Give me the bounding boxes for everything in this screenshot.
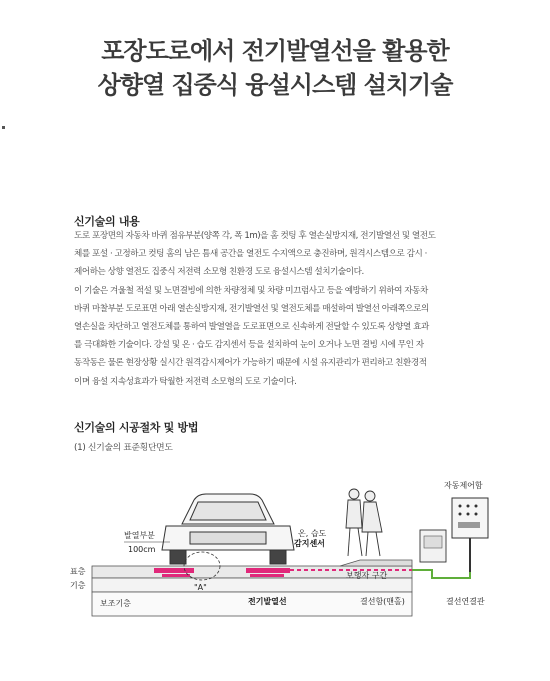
cross-section-figure [70,466,510,636]
label-heat-part: 발열부분 [124,531,155,540]
base-layer [92,578,412,592]
label-base: 기층 [70,581,86,590]
control-box [452,498,488,538]
body-line: 체를 포설 · 고정하고 컷팅 홈의 남은 틈새 공간을 열전도 수지액으로 충진하며, 원격시스템으로 감시 · [74,249,427,260]
title-line-1: 포장도로에서 전기발열선을 활용한 [101,37,449,65]
label-width: 100cm [128,545,156,554]
label-detail-a: "A" [194,583,207,592]
pedestrians-illustration [346,489,382,556]
label-sensor-line1: 온, 습도 [298,529,327,538]
body-line: 열손실을 차단하고 열전도체를 통하여 발열열을 도로표면으로 신속하게 전달할 수 있도록 상향열 효과 [74,322,429,333]
body-line: 이며 융설 지속성효과가 탁월한 저전력 소모형의 도로 기술이다. [74,376,297,387]
label-surface: 표층 [70,567,86,576]
label-manhole: 결선함(맨홀) [360,597,405,606]
manhole-terminal [424,536,442,548]
conduit-line [412,570,470,578]
label-conduit: 결선연결관 [446,597,485,606]
section-heading-content: 신기술의 내용 [74,215,140,228]
body-line: 도로 포장면의 자동차 바퀴 점유부분(양쪽 각, 폭 1m)을 홈 컷팅 후 열손실방지재, 전기발열선 및 열전도 [74,231,436,241]
label-walkway: 보행자 구간 [346,571,388,580]
body-line: 제어하는 상향 열전도 집중식 저전력 소모형 친환경 도로 융설시스템 설치기술이다. [74,267,364,278]
body-line: 동작동은 물론 현장상황 실시간 원격감시제어가 가능하기 때문에 시설 유지관리가 편리하고 친환경적 [74,358,427,369]
label-sub-base: 보조기층 [100,599,131,608]
section-heading-method: 신기술의 시공절차 및 방법 [74,421,199,434]
label-sensor-line2: 감지센서 [294,539,325,548]
margin-mark [2,126,5,129]
body-line: 바퀴 마찰부분 도로표면 아래 열손실방지재, 전기발열선 및 열전도체를 매설하여 발열선 아래쪽으로의 [74,303,429,314]
section-body-content [74,227,492,391]
page-title [0,34,550,102]
title-line-2: 상향열 집중식 융설시스템 설치기술 [97,71,453,99]
body-line: 이 기술은 겨울철 적설 및 노면결빙에 의한 차량정체 및 차량 미끄럼사고 등을 예방하기 위하여 자동차 [74,285,428,296]
label-control-box: 자동제어함 [444,481,483,490]
walkway-curb [340,560,412,566]
body-line: 를 극대화한 기술이다. 강설 및 온 · 습도 감지센서 등을 설치하여 눈이 오거나 노면 결빙 시에 무인 자 [74,340,424,351]
label-heating-wire: 전기발열선 [248,597,287,606]
sub-heading-cross-section: (1) 신기술의 표준횡단면도 [74,443,173,453]
car-illustration [162,494,294,564]
cross-section-diagram [70,466,510,636]
